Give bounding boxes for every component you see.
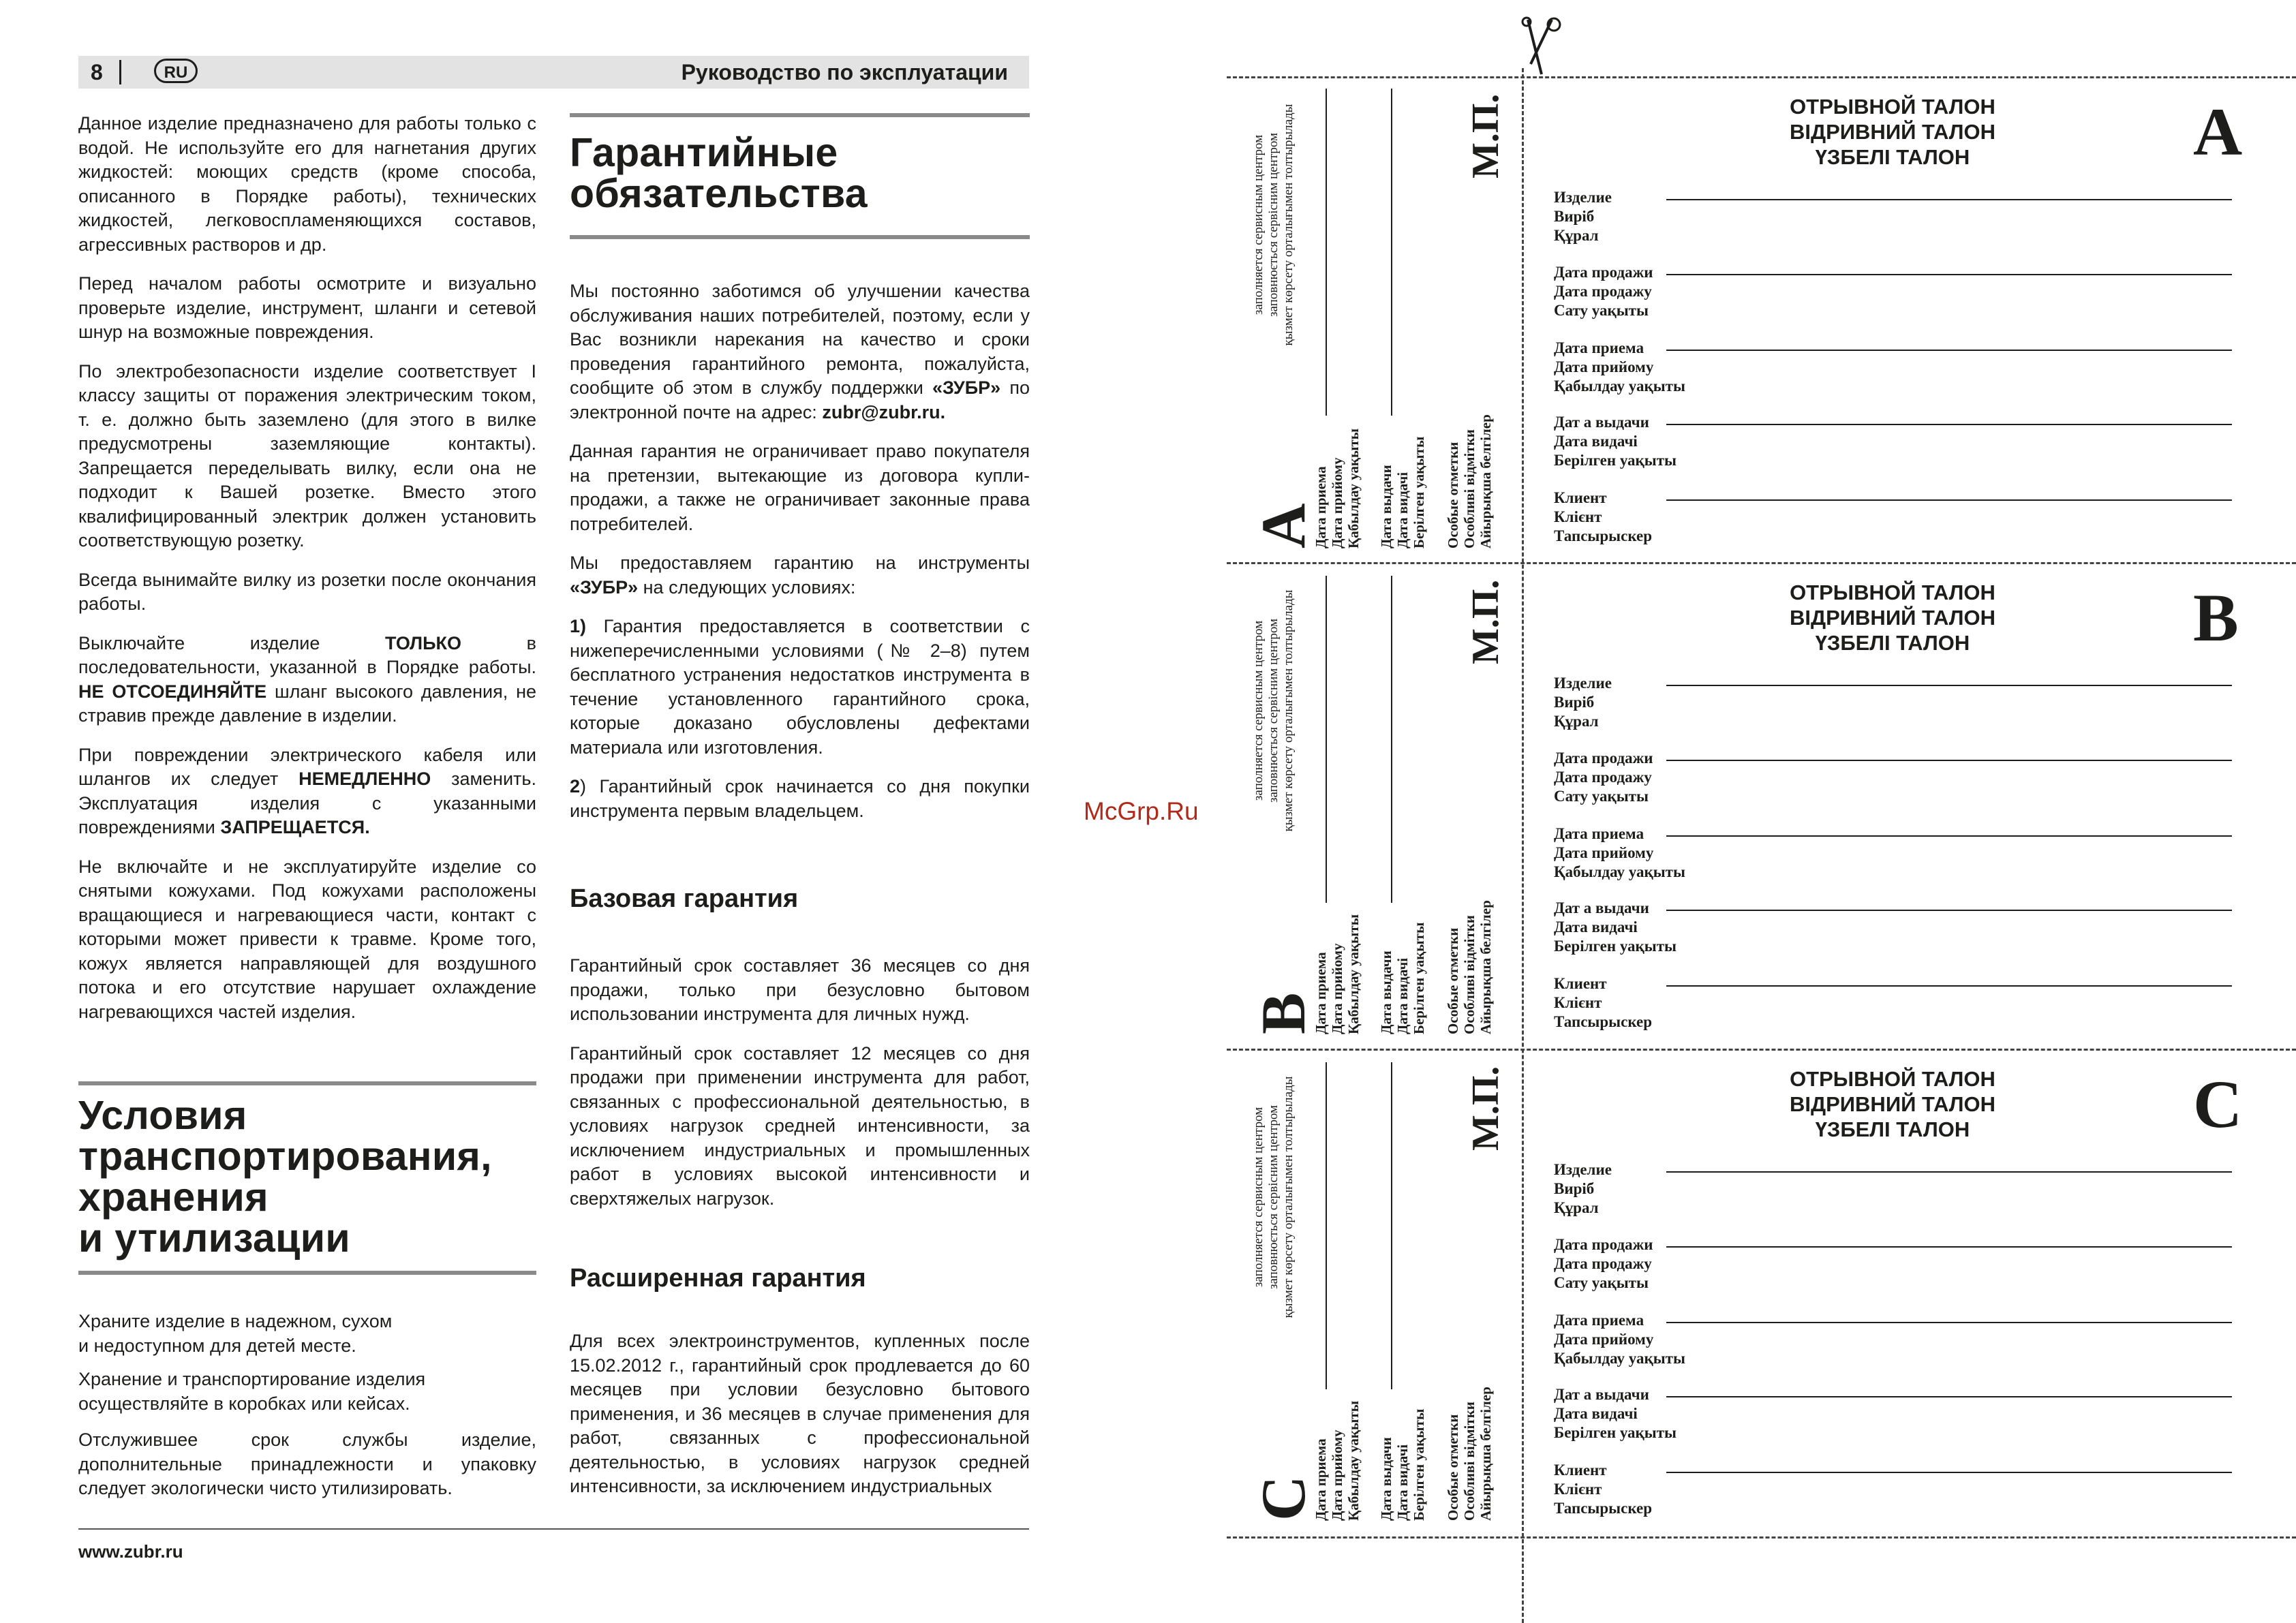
field-line[interactable] [1666,1322,2232,1323]
paragraph: Перед началом работы осмотрите и визуально проверьте изделие, инструмент, шланги и сетевой шнур на возможные повреждения. [78,273,536,342]
warranty-heading: Гарантийные обязательства [570,130,868,216]
field-line[interactable] [1666,1246,2232,1248]
stamp-label: М.П. [1465,93,1507,179]
field-sale-date: Дата продажи Дата продажу Сату уақыты [1554,264,1653,319]
coupon-letter: C [2193,1066,2243,1142]
field-issue-date: Дат а выдачи Дата видачі Берілген уақыты [1554,1386,1677,1441]
field-product: Изделие Виріб Құрал [1554,675,1612,730]
paragraph: При повреждении электрического кабеля или шлангов их следует НЕМЕДЛЕННО заменить. Эксплуатация изделия с указанными повреждениями ЗАПРЕЩАЕТСЯ. [78,744,536,837]
stub-service-text: заполняется сервисным центром заповнюється сервісним центром қызмет көрсету орталығымен толтырылады [1251,589,1296,832]
extended-warranty-text: Для всех электроинструментов, купленных после 15.02.2012 г., гарантийный срок продлевается до 60 месяцев при условии безусловно бытового применения, и 36 месяцев в случае применения для работ, связанных с профессиональной деятельностью, в условиях нагрузок средней интенсивности, за исключением индустриальных [570,1331,1030,1496]
cut-line [1227,1049,2296,1051]
field-line[interactable] [1666,350,2232,351]
field-receive-date: Дата приема Дата прийому Қабылдау уақыты [1554,825,1685,880]
stamp-label: М.П. [1465,1066,1507,1151]
field-issue-date: Дат а выдачи Дата видачі Берілген уақыты [1554,899,1677,955]
stub-received: Дата приема Дата прийому Қабылдау уақыты [1313,428,1362,548]
field-line[interactable] [1666,985,2232,987]
paragraph: 1) Гарантия предоставляется в соответствии с нижеперечисленными условиями (№ 2–8) путем бесплатного устранения недостатков инструмента в течение установленного гарантийного срока, которые доказано обусловлены дефектами материала или изготовления. [570,616,1030,758]
section-rule [78,1081,536,1085]
stub-line [1326,576,1327,903]
field-client: Клиент Клієнт Тапсырыскер [1554,489,1653,544]
paragraph: 2) Гарантийный срок начинается со дня покупки инструмента первым владельцем. [570,776,1030,821]
footer-rule [78,1528,1029,1530]
field-issue-date: Дат а выдачи Дата видачі Берілген уақыты [1554,414,1677,469]
stub-notes: Особые отметки Особливі відмітки Айырықша белгілер [1445,414,1494,548]
field-product: Изделие Виріб Құрал [1554,1161,1612,1216]
field-product: Изделие Виріб Құрал [1554,189,1612,244]
coupon-title: ОТРЫВНОЙ ТАЛОН ВІДРИВНИЙ ТАЛОН ҮЗБЕЛІ ТАЛОН [1790,581,1995,655]
cut-line [1227,76,2296,78]
scissors-icon [1521,16,1562,78]
stub-line [1391,89,1392,416]
field-line[interactable] [1666,835,2232,837]
stub-letter: A [1249,503,1318,548]
stub-issued: Дата выдачи Дата видачі Берілген уақыты [1378,922,1427,1034]
stub-service-text: заполняется сервисным центром заповнюється сервісним центром қызмет көрсету орталығымен толтырылады [1251,1076,1296,1318]
basic-warranty-text: Гарантийный срок составляет 36 месяцев со дня продажи, только при безусловно бытовом использовании инструмента для личных нужд. Гарантийный срок составляет 12 месяцев со дня продажи при применении инструмента для работ, связанных с профессиональной деятельностью, в условиях нагрузок средней интенсивности, за исключением индустриальных и промышленных работ в условиях высокой интенсивности и сверхтяжелых нагрузок. [570,955,1030,1209]
field-line[interactable] [1666,685,2232,686]
stub-notes: Особые отметки Особливі відмітки Айырықша белгілер [1445,1387,1494,1521]
paragraph: Мы постоянно заботимся об улучшении качества обслуживания наших потребителей, поэтому, если у Вас возникли нарекания на качество и сроки проведения гарантийного ремонта, пожалуйста, сообщите об этом в службу поддержки «ЗУБР» по электронной почте на адрес: zubr@zubr.ru. [570,281,1030,422]
cut-line [1227,1536,2296,1539]
cut-line [1227,562,2296,564]
safety-column [78,112,536,1039]
paragraph: Выключайте изделие ТОЛЬКО в последовательности, указанной в Порядке работы. НЕ ОТСОЕДИНЯЙТЕ шланг высокого давления, не стравив прежде давление в изделии. [78,632,536,726]
coupon-letter: A [2193,94,2243,170]
stub-notes: Особые отметки Особливі відмітки Айырықша белгілер [1445,900,1494,1034]
stub-received: Дата приема Дата прийому Қабылдау уақыты [1313,914,1362,1034]
basic-warranty-heading: Базовая гарантия [570,884,799,913]
section-rule [570,113,1030,117]
field-line[interactable] [1666,1396,2232,1397]
field-line[interactable] [1666,199,2232,200]
paragraph: Не включайте и не эксплуатируйте изделие со снятыми кожухами. Под кожухами расположены вращающиеся и нагревающиеся части, контакт с которыми может привести к травме. Кроме того, кожух является направляющей для воздушного потока и его отсутствие нарушает охлаждение нагревающихся частей изделия. [78,856,536,1022]
stub-line [1326,89,1327,416]
field-line[interactable] [1666,499,2232,501]
stub-line [1391,576,1392,903]
paragraph: Данная гарантия не ограничивает право покупателя на претензии, вытекающие из договора купли-продажи, а также не ограничивает законные права потребителей. [570,441,1030,534]
field-client: Клиент Клієнт Тапсырыскер [1554,1462,1653,1517]
field-receive-date: Дата приема Дата прийому Қабылдау уақыты [1554,1312,1685,1367]
field-client: Клиент Клієнт Тапсырыскер [1554,975,1653,1030]
stub-letter: B [1249,992,1318,1034]
storage-text: Храните изделие в надежном, сухом и недоступном для детей месте. Хранение и транспортирование изделия осуществляйте в коробках или кейсах. Отслужившее срок службы изделие, дополнительные принадлежности и упаковку следует экологически чисто утилизировать. [78,1311,536,1498]
field-receive-date: Дата приема Дата прийому Қабылдау уақыты [1554,339,1685,395]
field-line[interactable] [1666,274,2232,275]
manual-title: Руководство по эксплуатации [681,60,1008,84]
stamp-label: М.П. [1465,579,1507,664]
warranty-column [570,279,1030,838]
paragraph: Всегда вынимайте вилку из розетки после окончания работы. [78,569,536,614]
paragraph: Мы предоставляем гарантию на инструменты «ЗУБР» на следующих условиях: [570,553,1030,598]
coupon-title: ОТРЫВНОЙ ТАЛОН ВІДРИВНИЙ ТАЛОН ҮЗБЕЛІ ТАЛОН [1790,1067,1995,1141]
stub-received: Дата приема Дата прийому Қабылдау уақыты [1313,1400,1362,1521]
header-separator [119,60,121,84]
field-sale-date: Дата продажи Дата продажу Сату уақыты [1554,1236,1653,1291]
section-rule [78,1271,536,1275]
stub-line [1391,1062,1392,1389]
coupon-title: ОТРЫВНОЙ ТАЛОН ВІДРИВНИЙ ТАЛОН ҮЗБЕЛІ ТАЛОН [1790,95,1995,169]
field-line[interactable] [1666,424,2232,425]
field-sale-date: Дата продажи Дата продажу Сату уақыты [1554,749,1653,805]
language-badge: RU [154,59,198,83]
stub-line [1326,1062,1327,1389]
stub-issued: Дата выдачи Дата видачі Берілген уақыты [1378,1408,1427,1521]
stub-letter: C [1249,1475,1318,1521]
page-number: 8 [91,60,103,84]
cut-line-vertical [1522,68,1524,1623]
coupon-letter: B [2193,580,2239,655]
paragraph: Данное изделие предназначено для работы только с водой. Не используйте его для нагнетания других жидкостей: моющих средств (кроме способа, описанного в Порядке работы), технических жидкостей, легковоспламеняющихся составов, агрессивных растворов и др. [78,113,536,255]
section-rule [570,235,1030,239]
field-line[interactable] [1666,1171,2232,1173]
website-link[interactable]: www.zubr.ru [78,1541,183,1562]
storage-heading: Условия транспортирования, хранения и утилизации [78,1093,492,1261]
extended-warranty-heading: Расширенная гарантия [570,1264,866,1293]
stub-service-text: заполняется сервисным центром заповнюється сервісним центром қызмет көрсету орталығымен толтырылады [1251,104,1296,346]
field-line[interactable] [1666,760,2232,761]
stub-issued: Дата выдачи Дата видачі Берілген уақыты [1378,436,1427,548]
field-line[interactable] [1666,910,2232,911]
watermark: McGrp.Ru [1084,797,1199,825]
paragraph: По электробезопасности изделие соответствует I классу защиты от поражения электрическим током, т. е. должно быть заземлено (для этого в вилке предусмотрены заземляющие контакты). Запрещается переделывать вилку, если она не подходит к Вашей розетке. Вместо этого квалифицированный электрик должен установить соответствующую розетку. [78,360,536,551]
field-line[interactable] [1666,1472,2232,1473]
